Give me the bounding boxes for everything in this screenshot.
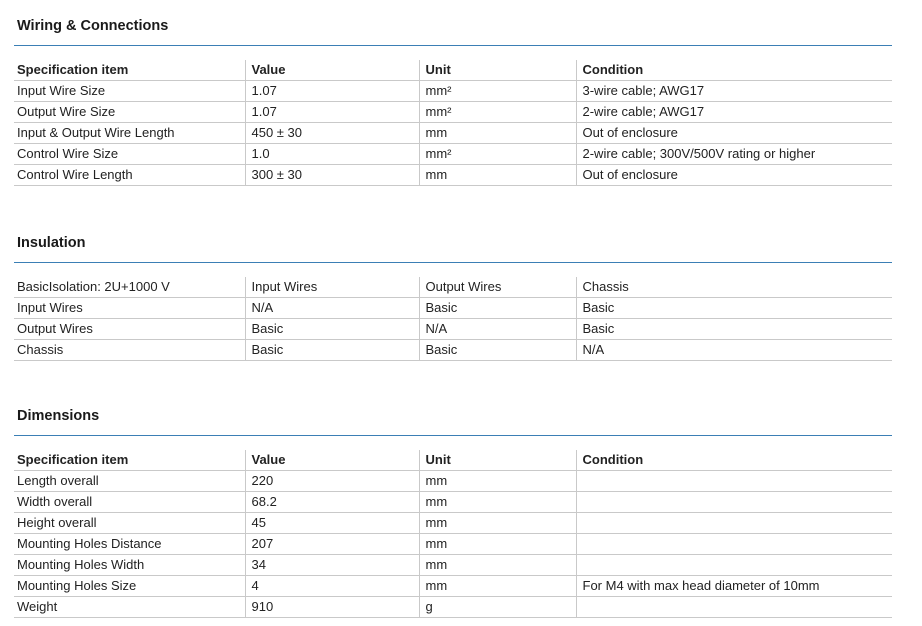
table-row bbox=[14, 471, 892, 492]
wiring-title-rule bbox=[14, 45, 892, 46]
table-row bbox=[14, 123, 892, 144]
table-cell: Basic bbox=[245, 340, 419, 361]
table-cell: Mounting Holes Size bbox=[14, 576, 245, 597]
table-cell: Input Wire Size bbox=[14, 81, 245, 102]
header-cell: Condition bbox=[576, 60, 892, 81]
dimensions-title: Dimensions bbox=[17, 408, 100, 424]
table-row bbox=[14, 597, 892, 618]
table-header-row bbox=[14, 450, 892, 471]
header-cell: Specification item bbox=[14, 450, 245, 471]
table-cell: Out of enclosure bbox=[576, 165, 892, 186]
dimensions-table bbox=[14, 450, 892, 618]
insulation-title: Insulation bbox=[17, 235, 86, 251]
header-cell: Input Wires bbox=[245, 277, 419, 298]
header-cell: Chassis bbox=[576, 277, 892, 298]
table-cell: For M4 with max head diameter of 10mm bbox=[576, 576, 892, 597]
table-cell: N/A bbox=[576, 340, 892, 361]
table-cell bbox=[576, 534, 892, 555]
table-row bbox=[14, 81, 892, 102]
table-cell: 3-wire cable; AWG17 bbox=[576, 81, 892, 102]
table-cell: g bbox=[419, 597, 576, 618]
table-cell: 68.2 bbox=[245, 492, 419, 513]
table-cell: 450 ± 30 bbox=[245, 123, 419, 144]
table-cell: Output Wires bbox=[14, 319, 245, 340]
table-row bbox=[14, 534, 892, 555]
table-cell: 207 bbox=[245, 534, 419, 555]
table-cell: Mounting Holes Distance bbox=[14, 534, 245, 555]
header-cell: BasicIsolation: 2U+1000 V bbox=[14, 277, 245, 298]
table-row bbox=[14, 319, 892, 340]
table-row bbox=[14, 576, 892, 597]
header-cell: Condition bbox=[576, 450, 892, 471]
dimensions-title-rule bbox=[14, 435, 892, 436]
table-row bbox=[14, 340, 892, 361]
wiring-title: Wiring & Connections bbox=[17, 18, 169, 34]
table-row bbox=[14, 102, 892, 123]
table-cell: mm bbox=[419, 471, 576, 492]
table-row bbox=[14, 144, 892, 165]
insulation-section bbox=[14, 233, 892, 361]
table-cell: Weight bbox=[14, 597, 245, 618]
table-cell: mm² bbox=[419, 81, 576, 102]
table-cell bbox=[576, 555, 892, 576]
table-cell: mm bbox=[419, 165, 576, 186]
header-cell: Specification item bbox=[14, 60, 245, 81]
table-cell: Height overall bbox=[14, 513, 245, 534]
header-cell: Value bbox=[245, 60, 419, 81]
table-cell: 300 ± 30 bbox=[245, 165, 419, 186]
table-cell: Output Wire Size bbox=[14, 102, 245, 123]
table-cell: N/A bbox=[245, 298, 419, 319]
table-cell: 1.07 bbox=[245, 102, 419, 123]
table-cell: mm² bbox=[419, 102, 576, 123]
table-cell: mm bbox=[419, 492, 576, 513]
wiring-table bbox=[14, 60, 892, 186]
table-cell bbox=[576, 597, 892, 618]
table-cell: 4 bbox=[245, 576, 419, 597]
table-cell: 910 bbox=[245, 597, 419, 618]
table-cell: mm bbox=[419, 576, 576, 597]
table-cell: Basic bbox=[245, 319, 419, 340]
table-cell: 2-wire cable; 300V/500V rating or higher bbox=[576, 144, 892, 165]
header-cell: Unit bbox=[419, 450, 576, 471]
table-cell: Basic bbox=[419, 340, 576, 361]
wiring-section bbox=[14, 16, 892, 186]
table-row bbox=[14, 492, 892, 513]
header-cell: Value bbox=[245, 450, 419, 471]
table-cell: 220 bbox=[245, 471, 419, 492]
table-cell: 45 bbox=[245, 513, 419, 534]
table-cell: Out of enclosure bbox=[576, 123, 892, 144]
table-cell: Length overall bbox=[14, 471, 245, 492]
table-cell: mm bbox=[419, 534, 576, 555]
table-cell: Basic bbox=[419, 298, 576, 319]
table-cell: 2-wire cable; AWG17 bbox=[576, 102, 892, 123]
header-cell: Output Wires bbox=[419, 277, 576, 298]
table-cell: Input Wires bbox=[14, 298, 245, 319]
table-cell: 1.07 bbox=[245, 81, 419, 102]
table-cell bbox=[576, 471, 892, 492]
table-cell: Width overall bbox=[14, 492, 245, 513]
table-row bbox=[14, 165, 892, 186]
table-row bbox=[14, 513, 892, 534]
table-cell: Control Wire Size bbox=[14, 144, 245, 165]
table-cell: mm bbox=[419, 513, 576, 534]
table-cell: Basic bbox=[576, 298, 892, 319]
table-cell: 34 bbox=[245, 555, 419, 576]
dimensions-section bbox=[14, 406, 892, 618]
table-cell: N/A bbox=[419, 319, 576, 340]
table-cell: mm bbox=[419, 555, 576, 576]
table-cell: 1.0 bbox=[245, 144, 419, 165]
table-cell bbox=[576, 492, 892, 513]
table-header-row bbox=[14, 277, 892, 298]
table-cell: mm² bbox=[419, 144, 576, 165]
table-cell: Input & Output Wire Length bbox=[14, 123, 245, 144]
table-cell: mm bbox=[419, 123, 576, 144]
table-cell bbox=[576, 513, 892, 534]
header-cell: Unit bbox=[419, 60, 576, 81]
table-row bbox=[14, 555, 892, 576]
table-row bbox=[14, 298, 892, 319]
insulation-title-rule bbox=[14, 262, 892, 263]
table-cell: Basic bbox=[576, 319, 892, 340]
table-cell: Chassis bbox=[14, 340, 245, 361]
table-header-row bbox=[14, 60, 892, 81]
insulation-table bbox=[14, 277, 892, 361]
table-cell: Mounting Holes Width bbox=[14, 555, 245, 576]
table-cell: Control Wire Length bbox=[14, 165, 245, 186]
